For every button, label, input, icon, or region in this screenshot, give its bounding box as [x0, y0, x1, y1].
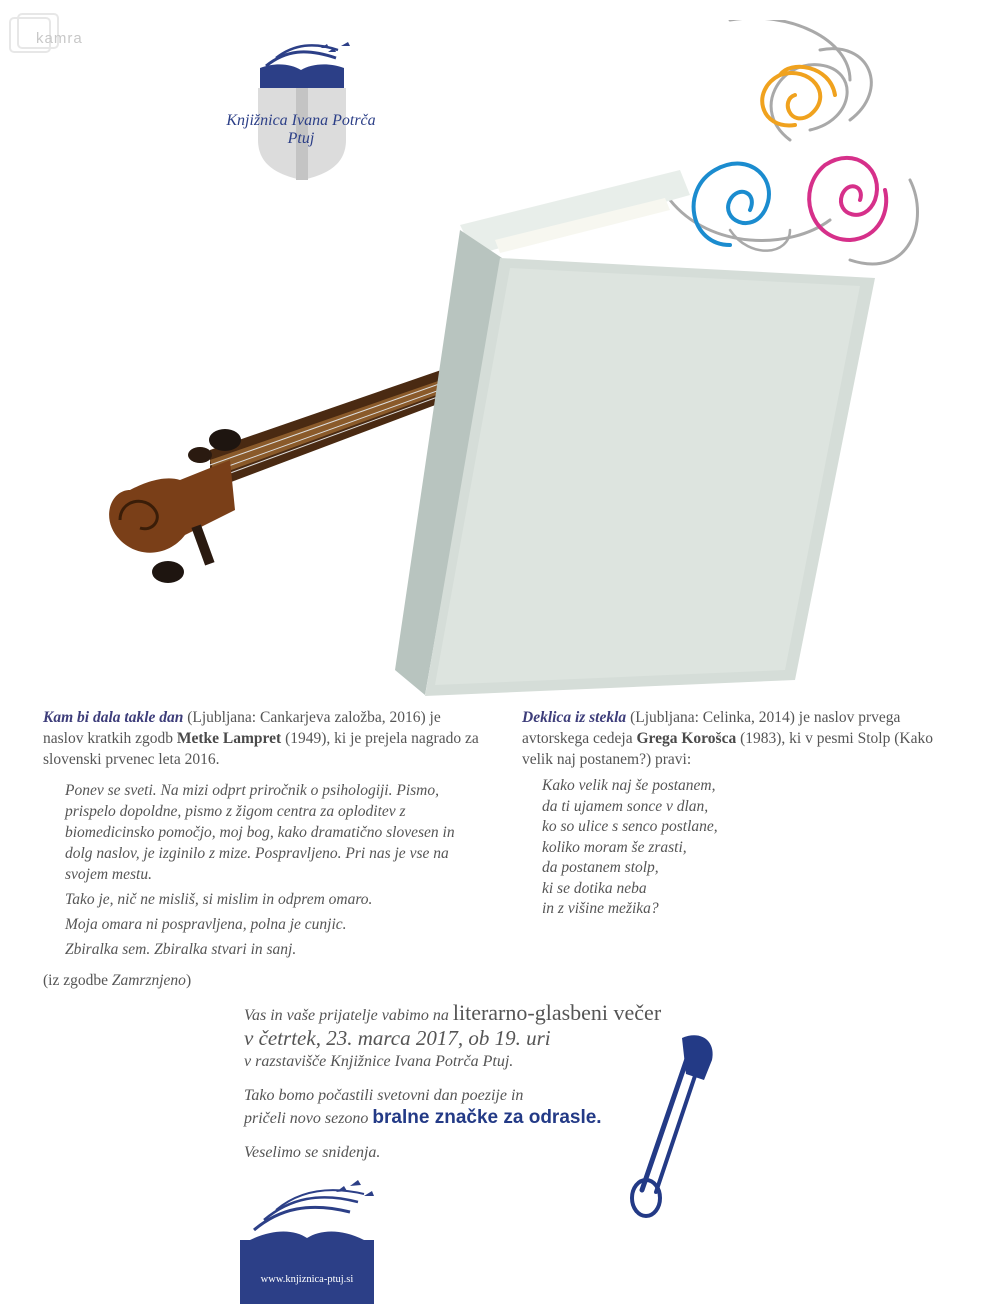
event-place: v razstavišče Knjižnice Ivana Potrča Ptuj.	[244, 1053, 514, 1070]
poem-line: koliko moram še zrasti,	[542, 838, 687, 856]
quote-paragraph: Ponev se sveti. Na mizi odprt priročnik o psihologiji. Pismo, prispelo dopoldne, pismo z žigom centra za oploditev z biomedicinsko pomočjo, moj bog, kako dramatično slovesen in dolg naslov, je izginilo z mize. Pospravljeno. Pri nas je vse na svojem mestu.	[65, 782, 455, 883]
library-name: Knjižnica Ivana Potrča	[226, 112, 376, 129]
event-name: literarno-glasbeni večer	[452, 1000, 662, 1025]
quote-paragraph: Zbiralka sem. Zbiralka stvari in sanj.	[65, 941, 297, 958]
website-url: www.knjiznica-ptuj.si	[260, 1274, 354, 1285]
excerpt-quote	[65, 780, 483, 960]
event-date: v četrtek, 23. marca 2017, ob 19. uri	[244, 1026, 551, 1050]
book-title-left: Kam bi dala takle dan	[43, 709, 184, 726]
left-intro: Kam bi dala takle dan (Ljubljana: Cankarjeva založba, 2016) je naslov kratkih zgodb Metke Lampret (1949), ki je prejela nagrado za slovenski prvenec leta 2016.	[43, 709, 479, 768]
quote-paragraph: Tako je, nič ne misliš, si mislim in odprem omaro.	[65, 891, 373, 908]
author-left: Metke Lampret	[176, 730, 282, 747]
poem-line: Kako velik naj še postanem,	[542, 777, 716, 794]
library-logo-top	[196, 40, 406, 190]
reading-badge-highlight: bralne značke za odrasle.	[372, 1107, 602, 1128]
author-right: Grega Korošca	[636, 730, 737, 747]
invitation-paragraph: Tako bomo počastili svetovni dan poezije in pričeli novo sezono bralne značke za odrasle.	[244, 1087, 602, 1128]
watermark-text: kamra	[36, 30, 83, 47]
closing-line: Veselimo se snidenja.	[244, 1144, 381, 1161]
album-title-right: Deklica iz stekla	[522, 709, 627, 726]
poem-line: da postanem stolp,	[542, 859, 659, 876]
right-intro: Deklica iz stekla (Ljubljana: Celinka, 2014) je naslov prvega avtorskega cedeja Grega Korošca (1983), ki v pesmi Stolp (Kako velik naj postanem?) pravi:	[522, 709, 933, 768]
safety-pin-icon	[620, 1030, 720, 1220]
quote-paragraph: Moja omara ni pospravljena, polna je cunjic.	[65, 916, 347, 933]
poem-line: da ti ujamem sonce v dlan,	[542, 797, 709, 815]
poem-line: ko so ulice s senco postlane,	[542, 818, 718, 835]
poem-line: in z višine mežika?	[542, 900, 659, 917]
library-city: Ptuj	[287, 130, 315, 147]
poem	[542, 776, 962, 920]
spirals-graphic	[670, 20, 918, 264]
left-column	[43, 707, 483, 991]
library-logo-bottom	[240, 1180, 374, 1304]
excerpt-source: (iz zgodbe Zamrznjeno)	[43, 972, 192, 989]
library-book-birds-icon	[240, 1180, 374, 1304]
book-graphic	[395, 170, 875, 696]
poem-line: ki se dotika neba	[542, 879, 647, 897]
right-column	[522, 707, 962, 920]
invitation-line: Vas in vaše prijatelje vabimo na literarno-glasbeni večer	[244, 1000, 662, 1025]
